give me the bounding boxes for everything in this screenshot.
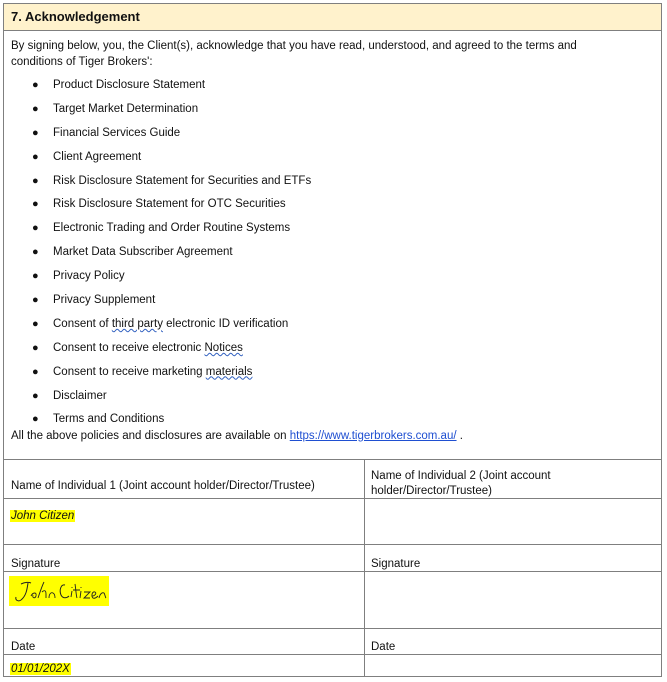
divider: [4, 628, 661, 629]
bullet-icon: ●: [32, 294, 39, 307]
list-item: ● Financial Services Guide: [32, 126, 181, 139]
divider: [4, 544, 661, 545]
list-item: ● Consent of third party electronic ID verification: [32, 317, 289, 330]
bullet-icon: ●: [32, 341, 39, 354]
availability-suffix: .: [456, 430, 463, 442]
spellcheck-mark: Notices: [204, 341, 243, 354]
list-item: ● Market Data Subscriber Agreement: [32, 246, 233, 259]
bullet-icon: ●: [32, 413, 39, 426]
list-item: ● Privacy Policy: [32, 270, 125, 283]
policy-list: [4, 77, 644, 435]
divider: [4, 571, 661, 572]
column-divider: [364, 459, 365, 676]
bullet-icon: ●: [32, 174, 39, 187]
date1-value: 01/01/202X: [11, 663, 70, 675]
date2-field[interactable]: [371, 662, 656, 676]
bullet-icon: ●: [32, 102, 39, 115]
name2-field[interactable]: [371, 509, 656, 539]
date2-label: Date: [371, 641, 396, 653]
signature-table: [4, 459, 661, 676]
signature2-field[interactable]: [371, 578, 656, 623]
bullet-icon: ●: [32, 79, 39, 91]
availability-text: All the above policies and disclosures are available on: [11, 430, 287, 442]
list-item: ● Privacy Supplement: [32, 294, 156, 307]
date1-label: Date: [11, 641, 36, 653]
list-item: ● Consent to receive electronic Notices: [32, 341, 243, 354]
bullet-icon: ●: [32, 317, 39, 330]
signature2-label: Signature: [371, 558, 421, 570]
bullet-icon: ●: [32, 222, 39, 235]
bullet-icon: ●: [32, 389, 39, 402]
date1-field[interactable]: [10, 662, 71, 677]
bullet-icon: ●: [32, 246, 39, 259]
website-link[interactable]: https://www.tigerbrokers.com.au/: [289, 430, 457, 442]
signature1-label: Signature: [11, 558, 61, 570]
bullet-icon: ●: [32, 198, 39, 211]
availability-note: [11, 428, 463, 444]
list-item: ● Product Disclosure Statement: [32, 79, 206, 91]
list-item: ● Terms and Conditions: [32, 413, 165, 426]
intro-paragraph: By signing below, you, the Client(s), acknowledge that you have read, understood, and agreed to the terms and conditions of Tiger Brokers':: [11, 40, 577, 68]
section-header: [4, 4, 661, 31]
spellcheck-mark: third party: [111, 317, 163, 330]
acknowledgement-section: [3, 3, 662, 677]
list-item: ● Disclaimer: [32, 389, 107, 402]
bullet-icon: ●: [32, 150, 39, 163]
name1-field[interactable]: [10, 509, 75, 524]
bullet-icon: ●: [32, 365, 39, 378]
list-item: ● Electronic Trading and Order Routine Systems: [32, 222, 291, 235]
section-title: 7. Acknowledgement: [11, 9, 140, 24]
list-item: ● Risk Disclosure Statement for OTC Securities: [32, 198, 286, 211]
divider: [4, 459, 661, 460]
bullet-icon: ●: [32, 270, 39, 283]
list-item: ● Target Market Determination: [32, 102, 199, 115]
list-item: ● Client Agreement: [32, 150, 142, 163]
signature1-image: [9, 576, 109, 606]
name2-label: Name of Individual 2 (Joint account holder/Director/Trustee): [371, 470, 551, 497]
divider: [4, 654, 661, 655]
list-item: ● Risk Disclosure Statement for Securities and ETFs: [32, 174, 312, 187]
list-item: ● Consent to receive marketing materials: [32, 365, 253, 378]
name1-value: John Citizen: [11, 510, 75, 522]
handwritten-signature: [9, 576, 109, 606]
name1-label: Name of Individual 1 (Joint account holder/Director/Trustee): [11, 480, 315, 492]
bullet-icon: ●: [32, 126, 39, 139]
spellcheck-mark: materials: [205, 365, 253, 378]
